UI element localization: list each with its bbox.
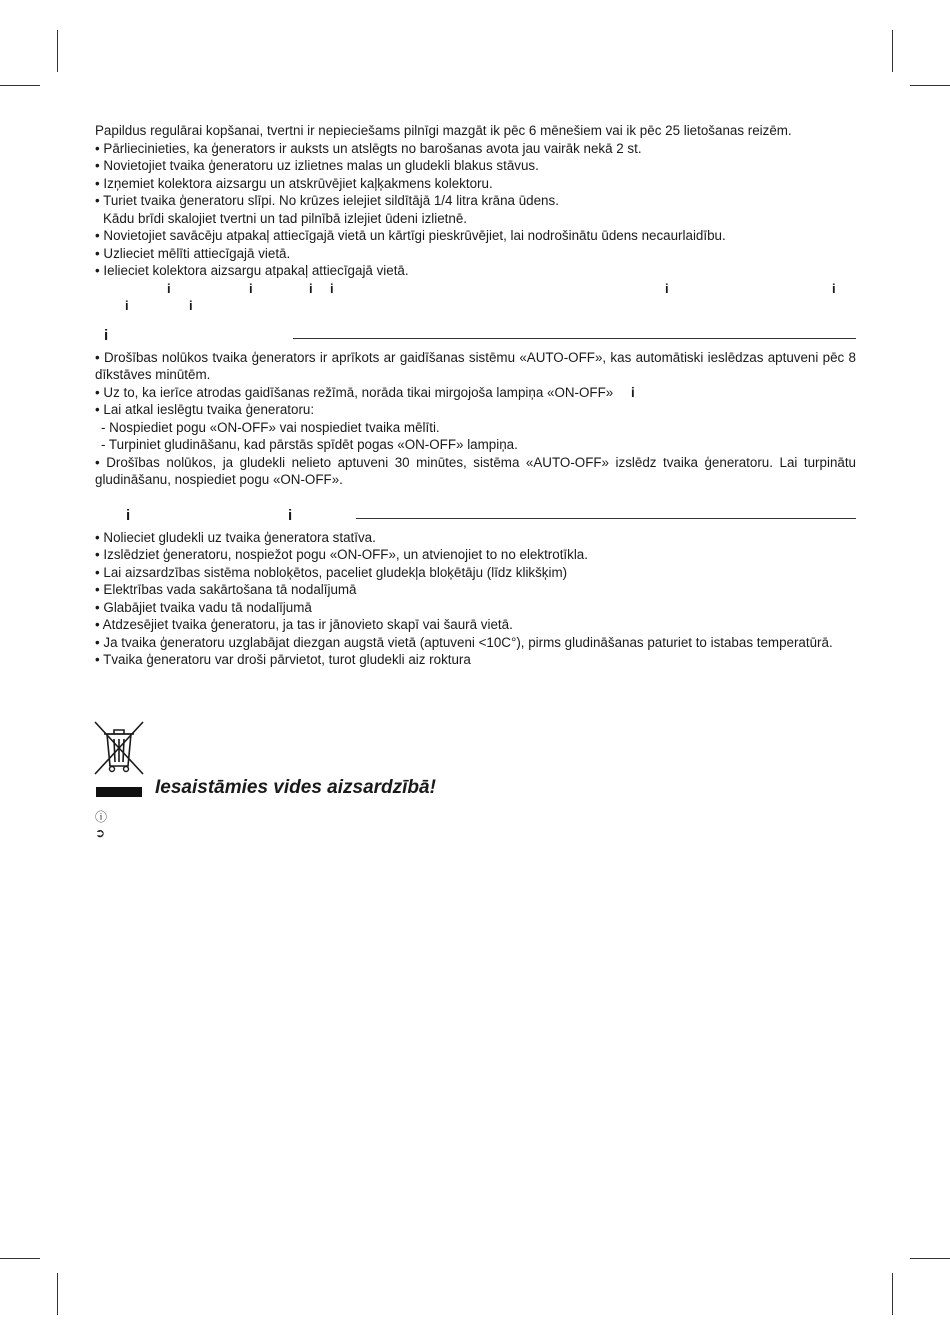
- crop-mark: [910, 1258, 950, 1259]
- list-item: • Drošības nolūkos tvaika ģenerators ir aprīkots ar gaidīšanas sistēmu «AUTO-OFF», kas automātiski ieslēdzas aptuveni pēc 8 dīkstāves minūtēm.: [95, 349, 856, 382]
- list-item: • Novietojiet tvaika ģeneratoru uz izlietnes malas un gludekli blakus stāvus.: [95, 158, 539, 173]
- text-fragment: i: [249, 280, 253, 296]
- list-item: • Turiet tvaika ģeneratoru slīpi. No krūzes ielejiet sildītājā 1/4 litra krāna ūdens.: [95, 193, 559, 208]
- crop-mark: [0, 1258, 40, 1259]
- info-icon: ⓘ: [95, 810, 108, 824]
- heading-fragment: i: [126, 506, 131, 524]
- document-body: [95, 122, 856, 669]
- heading-fragment: i: [288, 506, 293, 524]
- section-heading-standby: [95, 325, 856, 349]
- crop-mark: [892, 1273, 893, 1315]
- crop-mark: [910, 85, 950, 86]
- section-heading-storage: [95, 505, 856, 529]
- list-item: • Novietojiet savācēju atpakaļ attiecīgajā vietā un kārtīgi pieskrūvējiet, lai nodrošinātu ūdens necaurlaidību.: [95, 228, 726, 243]
- list-item: • Lai atkal ieslēgtu tvaika ģeneratoru:: [95, 402, 315, 417]
- crop-mark: [0, 85, 40, 86]
- text-fragment: i: [167, 280, 171, 296]
- text-fragment: i: [630, 384, 635, 400]
- crop-mark: [57, 30, 58, 72]
- arrow-icon: ➲: [95, 826, 106, 840]
- sub-item: - Nospiediet pogu «ON-OFF» vai nospiediet tvaika mēlīti.: [101, 419, 440, 435]
- list-item: • Uzlieciet mēlīti attiecīgajā vietā.: [95, 245, 291, 261]
- text-fragment: i: [309, 280, 313, 296]
- crop-mark: [57, 1273, 58, 1315]
- list-item-continuation: Kādu brīdi skalojiet tvertni un tad pilnībā izlejiet ūdeni izlietnē.: [103, 210, 467, 226]
- text-fragment: i: [665, 280, 669, 296]
- list-item: • Lai aizsardzības sistēma nobloķētos, paceliet gludekļa bloķētāju (līdz klikšķim): [95, 564, 568, 580]
- intro-paragraph: Papildus regulārai kopšanai, tvertni ir nepieciešams pilnīgi mazgāt ik pēc 6 mēnešiem vai ik pēc 25 lietošanas reizēm.: [95, 123, 792, 138]
- heading-fragment: i: [104, 326, 109, 344]
- list-item: • Ja tvaika ģeneratoru uzglabājat diezgan augstā vietā (aptuveni <10C°), pirms gludināšanas paturiet to istabas temperatūrā.: [95, 634, 833, 650]
- list-item: • Glabājiet tvaika vadu tā nodalījumā: [95, 599, 312, 615]
- text-fragment-row: [95, 280, 856, 298]
- list-item: • Izņemiet kolektora aizsargu un atskrūvējiet kaļķakmens kolektoru.: [95, 175, 493, 191]
- list-item: • Nolieciet gludekli uz tvaika ģeneratora statīva.: [95, 529, 376, 545]
- list-item: • Pārliecinieties, ka ģenerators ir auksts un atslēgts no barošanas avota jau vairāk nekā 2 st.: [95, 140, 642, 156]
- text-fragment-row: [95, 297, 856, 315]
- list-item: • Drošības nolūkos, ja gludekli nelieto aptuveni 30 minūtes, sistēma «AUTO-OFF» izslēdz tvaika ģeneratoru. Lai turpinātu gludināšanu, nospiediet pogu «ON-OFF».: [95, 454, 856, 487]
- list-item: • Izslēdziet ģeneratoru, nospiežot pogu «ON-OFF», un atvienojiet to no elektrotīkla.: [95, 547, 588, 562]
- environment-title: Iesaistāmies vides aizsardzībā!: [155, 777, 436, 798]
- list-item: • Atdzesējiet tvaika ģeneratoru, ja tas ir jānovieto skapī vai šaurā vietā.: [95, 617, 513, 632]
- text-fragment: i: [189, 298, 193, 313]
- list-item: • Tvaika ģeneratoru var droši pārvietot, turot gludekli aiz roktura: [95, 652, 471, 667]
- text-fragment: i: [330, 280, 334, 296]
- list-item: • Uz to, ka ierīce atrodas gaidīšanas režīmā, norāda tikai mirgojoša lampiņa «ON-OFF» i: [95, 384, 635, 400]
- heading-rule: [293, 338, 856, 339]
- text-fragment: i: [832, 280, 836, 296]
- crossed-out-wheelie-bin-icon: [93, 720, 145, 776]
- text-fragment: i: [125, 298, 129, 313]
- sub-item: - Turpiniet gludināšanu, kad pārstās spīdēt pogas «ON-OFF» lampiņa.: [101, 437, 518, 452]
- crop-mark: [892, 30, 893, 72]
- heading-rule: [356, 518, 856, 519]
- list-item: • Ielieciet kolektora aizsargu atpakaļ attiecīgajā vietā.: [95, 263, 409, 278]
- list-item: • Elektrības vada sakārtošana tā nodalījumā: [95, 582, 357, 597]
- black-bar: [96, 787, 142, 797]
